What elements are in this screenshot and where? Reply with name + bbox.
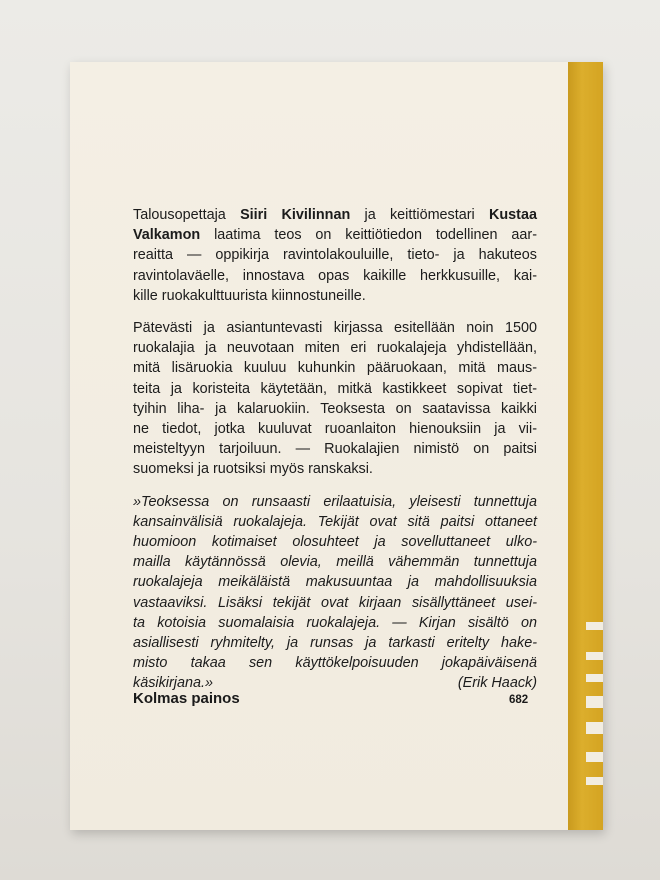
intro-line: Valkamon laatima teos on keittiötiedon todellinen aar- (133, 227, 537, 244)
author-name: Kustaa (489, 207, 537, 223)
quote-line: vastaaviksi. Lisäksi tekijät ovat kirjaan sisällyttäneet usei- (133, 594, 537, 611)
description-line: suomeksi ja ruotsiksi myös ranskaksi. (133, 461, 373, 478)
spine-mark (586, 652, 603, 660)
quote-line: »Teoksessa on runsaasti erilaatuisia, yleisesti tunnettuja (133, 493, 537, 510)
description-line: mitä lisäruokia kuuluu kuhunkin pääruokaan, mitä maus- (133, 360, 537, 377)
review-quote (133, 492, 537, 694)
book-spine (568, 62, 603, 830)
blurb-text (133, 205, 537, 706)
product-code: 682 (509, 694, 529, 706)
quote-line: ruokalajeja meikäläistä makusuuntaa ja mahdollisuuksia (133, 574, 537, 591)
description-paragraph (133, 318, 537, 480)
description-line: Pätevästi ja asiantuntevasti kirjassa esitellään noin 1500 (133, 320, 537, 337)
quote-line: asiallisesti ryhmitelty, ja runsas ja tarkasti eritelty hake- (133, 635, 537, 652)
spine-mark (586, 696, 603, 708)
description-line: teita ja koristeita käytetään, mitkä kastikkeet sopivat tiet- (133, 380, 537, 397)
author-name: Siiri Kivilinnan (240, 207, 351, 223)
intro-line: reaitta — oppikirja ravintolakouluille, tieto- ja hakuteos (133, 247, 537, 264)
description-line: tyihin liha- ja kalaruokiin. Teoksesta on saatavissa kaikki (133, 400, 537, 417)
quote-last-line: käsikirjana.» (Erik Haack) (133, 673, 537, 693)
intro-line: Talousopettaja Siiri Kivilinnan ja keittiömestari Kustaa (133, 207, 537, 223)
intro-line: ravintolaväelle, innostava opas kaikille herkkusuille, kai- (133, 267, 537, 284)
quote-line: misto takaa sen käyttökelpoisuuden jokapäiväisenä (133, 655, 537, 672)
description-line: ruokalajia ja neuvotaan miten eri ruokalajeja yhdistellään, (133, 340, 537, 357)
spine-mark (586, 674, 603, 682)
quote-line: huomioon kotimaiset olosuhteet ja sovelluttaneet ulko- (133, 534, 537, 551)
description-line: meisteltyyn tarjoiluun. — Ruokalajien nimistö on paitsi (133, 441, 537, 458)
intro-line: kille ruokakulttuurista kiinnostuneille. (133, 287, 366, 304)
book-back-cover (70, 62, 603, 830)
spine-mark (586, 752, 603, 762)
quote-line: ta kotoisia suomalaisia ruokalajeja. — Kirjan sisältö on (133, 614, 537, 631)
quote-line: mailla käytännössä olevia, meillä vähemmän tunnettuja (133, 554, 537, 571)
edition-label: Kolmas painos (133, 690, 240, 707)
description-line: ne tiedot, jotka kuuluvat ruoanlaiton hienouksiin ja vii- (133, 421, 537, 438)
quote-line: kansainvälisiä ruokalajeja. Tekijät ovat sitä paitsi ottaneet (133, 513, 537, 530)
spine-mark (586, 622, 603, 630)
intro-paragraph (133, 205, 537, 306)
quote-signature: (Erik Haack) (457, 675, 537, 692)
author-name: Valkamon (133, 227, 201, 244)
spine-mark (586, 722, 603, 734)
spine-mark (586, 777, 603, 785)
